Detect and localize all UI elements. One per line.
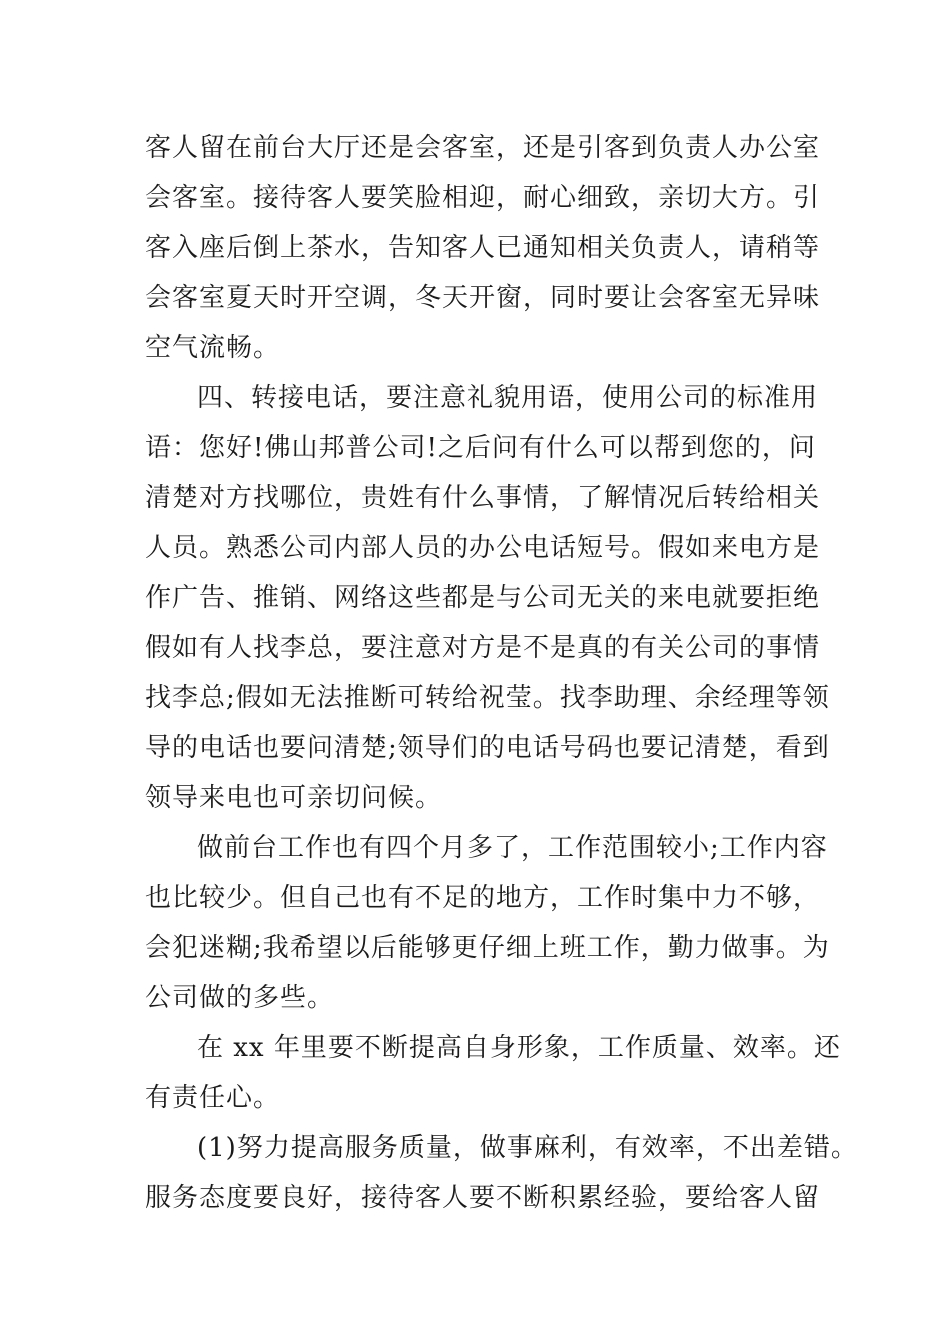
text-line: 作广告、推销、网络这些都是与公司无关的来电就要拒绝 (145, 583, 821, 613)
paragraph-start-line: 四、转接电话，要注意礼貌用语，使用公司的标准用 (197, 383, 819, 413)
text-line: 服务态度要良好，接待客人要不断积累经验，要给客人留 (145, 1183, 821, 1213)
text-line: 人员。熟悉公司内部人员的办公电话短号。假如来电方是 (145, 533, 821, 563)
text-line: 语：您好!佛山邦普公司!之后问有什么可以帮到您的，问 (145, 433, 816, 463)
paragraph-start-line: 做前台工作也有四个月多了，工作范围较小;工作内容 (197, 833, 828, 863)
text-line: 公司做的多些。 (145, 983, 335, 1013)
text-line: 有责任心。 (145, 1083, 281, 1113)
text-line: 假如有人找李总，要注意对方是不是真的有关公司的事情 (145, 633, 821, 663)
paragraph-start-line: (1)努力提高服务质量，做事麻利，有效率，不出差错。 (197, 1133, 858, 1163)
document-body (145, 123, 858, 1223)
text-line: 会犯迷糊;我希望以后能够更仔细上班工作，勤力做事。为 (145, 933, 830, 963)
text-line: 导的电话也要问清楚;领导们的电话号码也要记清楚，看到 (145, 733, 830, 763)
text-line: 领导来电也可亲切问候。 (145, 783, 443, 813)
text-line: 客入座后倒上茶水，告知客人已通知相关负责人，请稍等 (145, 233, 821, 263)
text-line: 找李总;假如无法推断可转给祝莹。找李助理、余经理等领 (145, 683, 830, 713)
text-line: 也比较少。但自己也有不足的地方，工作时集中力不够， (145, 883, 821, 913)
text-line: 会客室夏天时开空调，冬天开窗，同时要让会客室无异味 (145, 283, 821, 313)
text-line: 客人留在前台大厅还是会客室，还是引客到负责人办公室 (145, 133, 821, 163)
text-line: 会客室。接待客人要笑脸相迎，耐心细致，亲切大方。引 (145, 183, 821, 213)
paragraph-start-line: 在 xx 年里要不断提高自身形象，工作质量、效率。还 (197, 1033, 841, 1063)
text-line: 空气流畅。 (145, 333, 281, 363)
text-line: 清楚对方找哪位，贵姓有什么事情，了解情况后转给相关 (145, 483, 821, 513)
